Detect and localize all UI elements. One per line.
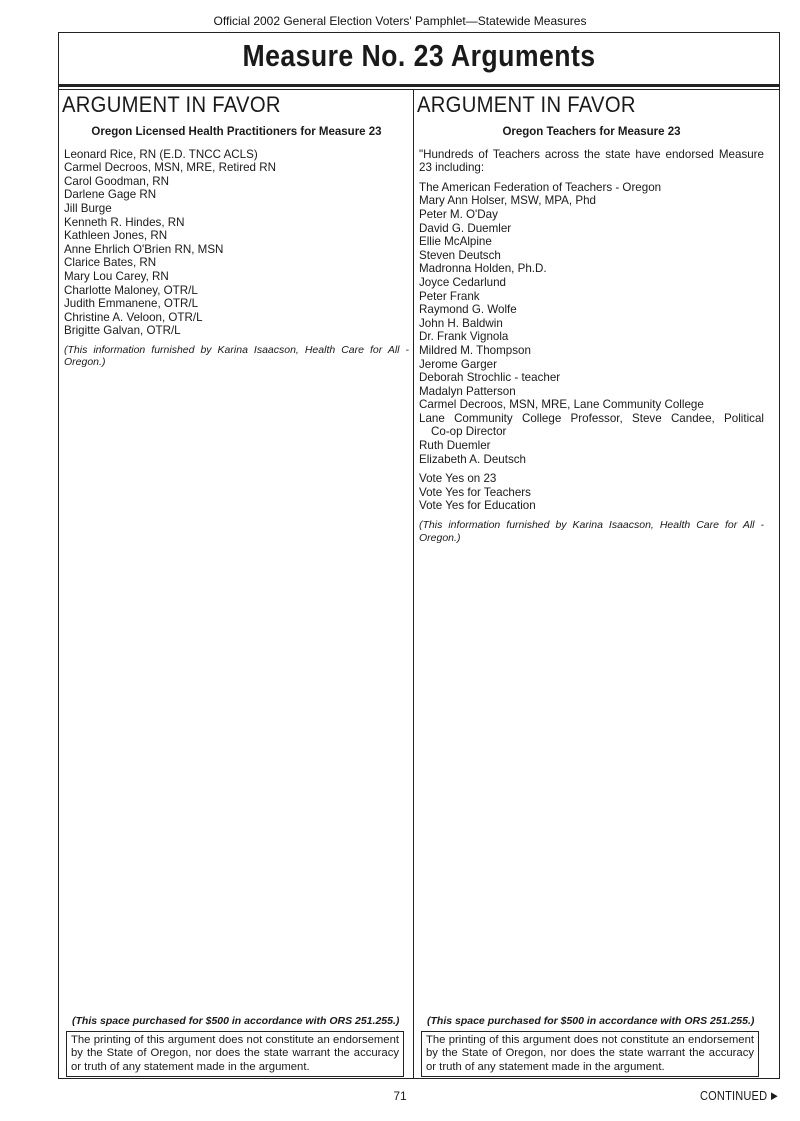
endorser-name: Darlene Gage RN <box>64 188 157 202</box>
endorser-name: Carmel Decroos, MSN, MRE, Lane Community College <box>419 398 704 412</box>
endorser-list <box>419 181 764 412</box>
endorser-name: David G. Duemler <box>419 221 512 235</box>
endorser-name: Kathleen Jones, RN <box>64 229 168 243</box>
endorser-name: Peter M. O'Day <box>419 207 498 221</box>
closing-list <box>419 472 764 513</box>
argument-heading: ARGUMENT IN FAVOR <box>62 92 281 117</box>
endorser-name: John H. Baldwin <box>419 316 503 330</box>
argument-left <box>64 90 409 369</box>
endorser-list-cont <box>419 439 764 466</box>
purchase-note: (This space purchased for $500 in accordance with ORS 251.255.) <box>427 1015 755 1027</box>
lane-line-cont: Co-op Director <box>431 425 507 439</box>
argument-right <box>419 90 764 544</box>
endorser-name: Dr. Frank Vignola <box>419 330 509 344</box>
closing-line: Vote Yes on 23 <box>419 472 497 486</box>
endorser-name: Anne Ehrlich O'Brien RN, MSN <box>64 242 224 256</box>
endorser-name: Ellie McAlpine <box>419 235 492 249</box>
closing-line: Vote Yes for Education <box>419 499 536 513</box>
endorser-name: Steven Deutsch <box>419 248 501 262</box>
endorser-name: The American Federation of Teachers - Oregon <box>419 180 662 194</box>
column-divider <box>413 90 414 1079</box>
endorser-name: Brigitte Galvan, OTR/L <box>64 324 181 338</box>
intro-paragraph: "Hundreds of Teachers across the state have endorsed Measure 23 including: <box>419 147 764 175</box>
endorser-name: Christine A. Veloon, OTR/L <box>64 310 203 324</box>
lane-line: Lane Community College Professor, Steve Candee, Political <box>419 411 764 425</box>
endorser-name: Jerome Garger <box>419 357 497 371</box>
endorser-name: Raymond G. Wolfe <box>419 303 517 317</box>
endorser-name: Judith Emmanene, OTR/L <box>64 297 199 311</box>
endorser-name: Carmel Decroos, MSN, MRE, Retired RN <box>64 161 276 175</box>
endorser-name: Mary Lou Carey, RN <box>64 269 169 283</box>
sponsor-line: Oregon Licensed Health Practitioners for Measure 23 <box>91 126 382 138</box>
endorser-name: Mildred M. Thompson <box>419 343 531 357</box>
page-number: 71 <box>393 1089 407 1103</box>
endorser-name: Jill Burge <box>64 201 112 215</box>
endorser-name: Carol Goodman, RN <box>64 174 170 188</box>
endorser-name: Charlotte Maloney, OTR/L <box>64 283 198 297</box>
furnished-note: (This information furnished by Karina Isaacson, Health Care for All - Oregon.) <box>419 519 764 544</box>
title-rule <box>58 84 780 87</box>
endorser-name: Clarice Bates, RN <box>64 256 157 270</box>
sponsor-line: Oregon Teachers for Measure 23 <box>502 126 681 138</box>
endorser-name: Madronna Holden, Ph.D. <box>419 262 547 276</box>
purchase-note: (This space purchased for $500 in accordance with ORS 251.255.) <box>72 1015 400 1027</box>
arrow-right-icon: ► <box>768 1088 781 1103</box>
endorser-name: Deborah Strochlic - teacher <box>419 371 561 385</box>
endorser-name: Mary Ann Holser, MSW, MPA, Phd <box>419 194 596 208</box>
endorser-name: Ruth Duemler <box>419 439 491 453</box>
page-title: Measure No. 23 Arguments <box>242 38 596 73</box>
argument-heading: ARGUMENT IN FAVOR <box>417 92 636 117</box>
endorser-name: Joyce Cedarlund <box>419 275 507 289</box>
disclaimer-box: The printing of this argument does not constitute an endorsement by the State of Oregon, nor does the state warrant the accuracy or truth of any statement made in the argument. <box>66 1031 404 1077</box>
disclaimer-box: The printing of this argument does not constitute an endorsement by the State of Oregon, nor does the state warrant the accuracy or truth of any statement made in the argument. <box>421 1031 759 1077</box>
endorser-name: Peter Frank <box>419 289 480 303</box>
furnished-note: (This information furnished by Karina Isaacson, Health Care for All - Oregon.) <box>64 343 409 369</box>
endorser-list <box>64 148 409 338</box>
continued-label <box>700 1088 780 1103</box>
running-head: Official 2002 General Election Voters' Pamphlet—Statewide Measures <box>213 14 587 28</box>
endorser-name: Kenneth R. Hindes, RN <box>64 215 185 229</box>
continued-text: CONTINUED <box>700 1088 768 1103</box>
endorser-name: Elizabeth A. Deutsch <box>419 452 526 466</box>
closing-line: Vote Yes for Teachers <box>419 485 531 499</box>
endorser-name: Madalyn Patterson <box>419 384 516 398</box>
endorser-name: Leonard Rice, RN (E.D. TNCC ACLS) <box>64 147 258 161</box>
